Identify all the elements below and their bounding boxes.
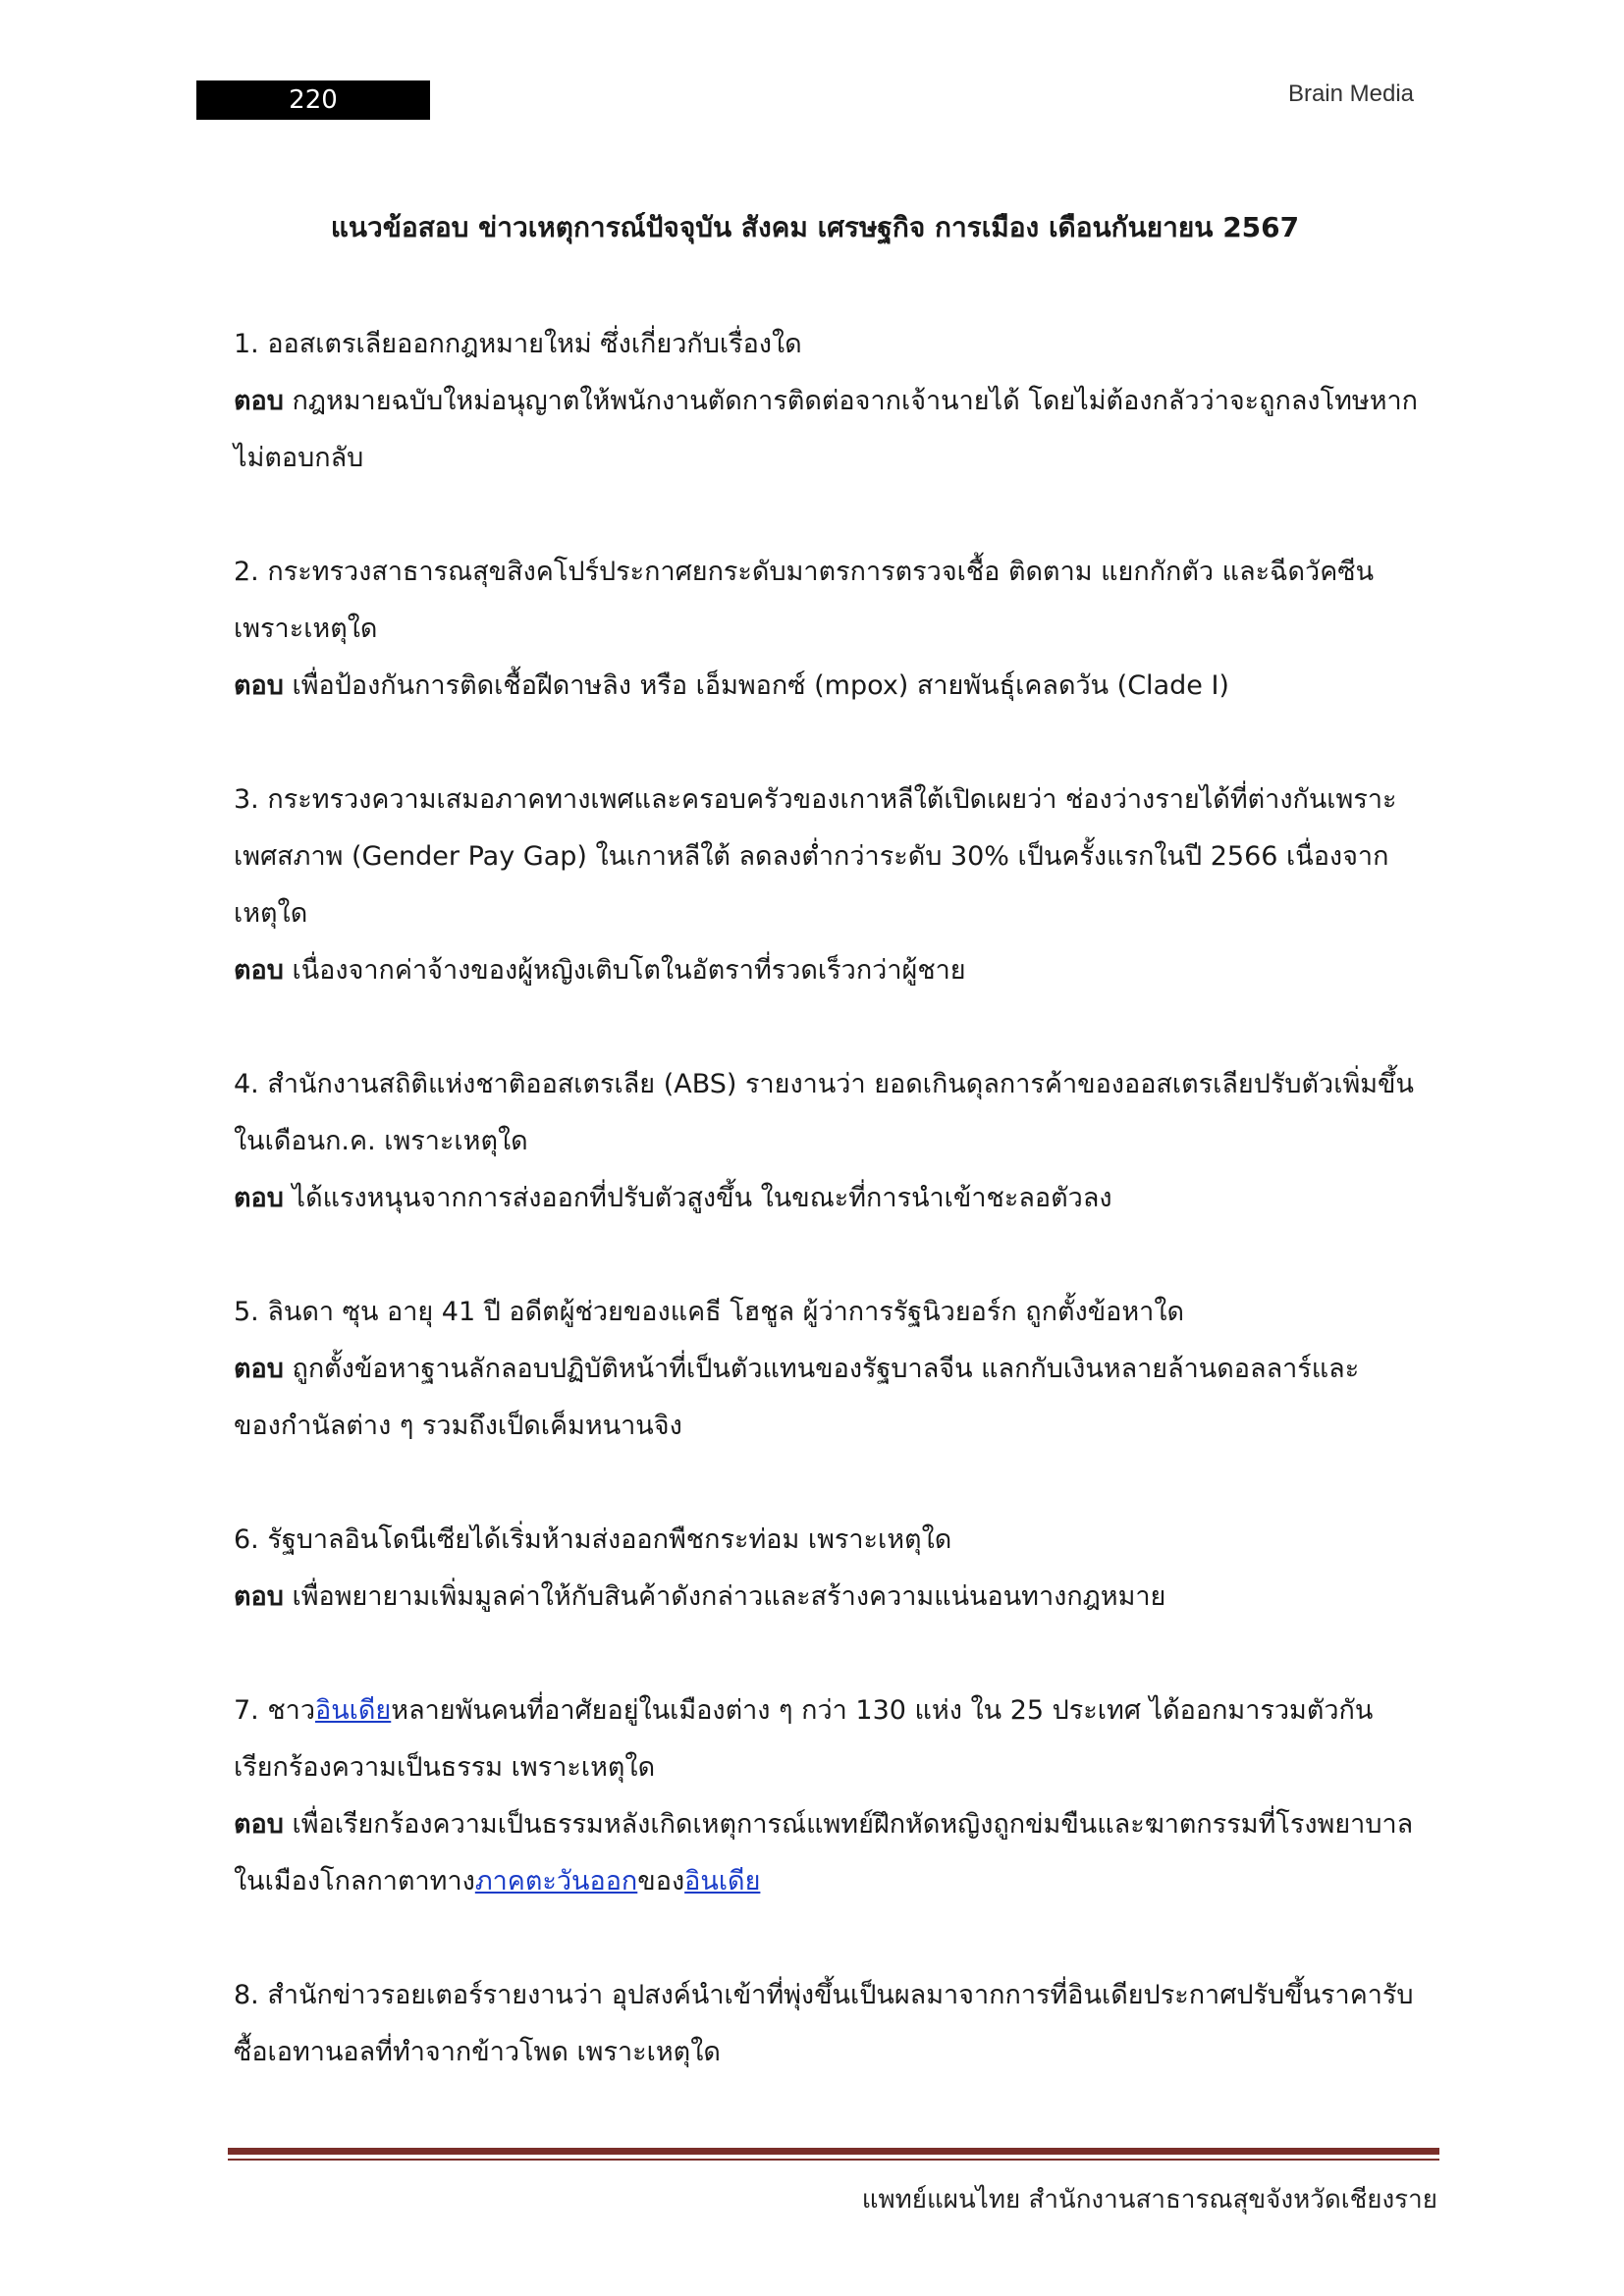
answer-label: ตอบ [234, 1581, 284, 1612]
question-line: ในเดือนก.ค. เพราะเหตุใด [234, 1126, 528, 1156]
page-number: 220 [289, 85, 338, 115]
question-line: 2. กระทรวงสาธารณสุขสิงคโปร์ประกาศยกระดับมาตรการตรวจเชื้อ ติดตาม แยกกักตัว และฉีดวัคซีน [234, 557, 1375, 587]
answer-label: ตอบ [234, 386, 284, 416]
qa-item-6 [234, 1512, 1434, 1626]
answer-text: เนื่องจากค่าจ้างของผู้หญิงเติบโตในอัตราที่รวดเร็วกว่าผู้ชาย [292, 955, 966, 986]
answer-line: ไม่ตอบกลับ [234, 443, 364, 473]
page-number-box [196, 80, 430, 120]
qa-item-7 [234, 1682, 1434, 1910]
answer-line [234, 942, 1434, 999]
question-line: เพศสภาพ (Gender Pay Gap) ในเกาหลีใต้ ลดลงต่ำกว่าระดับ 30% เป็นครั้งแรกในปี 2566 เนื่องจาก [234, 841, 1389, 872]
answer-label: ตอบ [234, 670, 284, 701]
qa-item-4 [234, 1056, 1434, 1227]
answer-line [234, 1569, 1434, 1626]
question-line: 6. รัฐบาลอินโดนีเซียได้เริ่มห้ามส่งออกพืชกระท่อม เพราะเหตุใด [234, 1524, 952, 1555]
footer-rule-thick [228, 2148, 1439, 2155]
question-line: 1. ออสเตรเลียออกกฎหมายใหม่ ซึ่งเกี่ยวกับเรื่องใด [234, 329, 802, 359]
qa-item-2 [234, 544, 1434, 715]
answer-label: ตอบ [234, 1183, 284, 1213]
answer-text: ได้แรงหนุนจากการส่งออกที่ปรับตัวสูงขึ้น ในขณะที่การนำเข้าชะลอตัวลง [292, 1183, 1112, 1213]
question-line: ซื้อเอทานอลที่ทำจากข้าวโพด เพราะเหตุใด [234, 2037, 721, 2067]
brand-name: Brain Media [1287, 80, 1414, 107]
link-india-2[interactable]: อินเดีย [684, 1866, 761, 1896]
question-line: 3. กระทรวงความเสมอภาคทางเพศและครอบครัวของเกาหลีใต้เปิดเผยว่า ช่องว่างรายได้ที่ต่างกันเพราะ [234, 784, 1397, 815]
answer-text: กฎหมายฉบับใหม่อนุญาตให้พนักงานตัดการติดต่อจากเจ้านายได้ โดยไม่ต้องกลัวว่าจะถูกลงโทษหาก [292, 386, 1419, 416]
answer-label: ตอบ [234, 1354, 284, 1384]
footer-rule-thin [228, 2159, 1439, 2161]
answer-line: ในเมืองโกลกาตาทางภาคตะวันออกของอินเดีย [234, 1866, 761, 1896]
answer-label: ตอบ [234, 1809, 284, 1840]
answer-line [234, 658, 1434, 715]
answer-text: ถูกตั้งข้อหาฐานลักลอบปฏิบัติหน้าที่เป็นตัวแทนของรัฐบาลจีน แลกกับเงินหลายล้านดอลลาร์และ [292, 1354, 1360, 1384]
qa-item-3 [234, 772, 1434, 999]
answer-text: เพื่อป้องกันการติดเชื้อฝีดาษลิง หรือ เอ็มพอกซ์ (mpox) สายพันธุ์เคลดวัน (Clade I) [292, 670, 1229, 701]
answer-line [234, 1170, 1434, 1227]
link-eastern-region[interactable]: ภาคตะวันออก [474, 1866, 638, 1896]
answer-text: เพื่อพยายามเพิ่มมูลค่าให้กับสินค้าดังกล่าวและสร้างความแน่นอนทางกฎหมาย [292, 1581, 1166, 1612]
answer-line [234, 373, 1434, 430]
question-line: 4. สำนักงานสถิติแห่งชาติออสเตรเลีย (ABS) รายงานว่า ยอดเกินดุลการค้าของออสเตรเลียปรับตัวเพิ่มขึ้น [234, 1069, 1414, 1099]
answer-line [234, 1341, 1434, 1398]
link-india[interactable]: อินเดีย [315, 1695, 392, 1726]
question-line: 7. ชาวอินเดียหลายพันคนที่อาศัยอยู่ในเมืองต่าง ๆ กว่า 130 แห่ง ใน 25 ประเทศ ได้ออกมารวมตัวกัน [234, 1695, 1374, 1726]
qa-item-1 [234, 316, 1434, 487]
answer-line: ของกำนัลต่าง ๆ รวมถึงเป็ดเค็มหนานจิง [234, 1411, 682, 1441]
document-title: แนวข้อสอบ ข่าวเหตุการณ์ปัจจุบัน สังคม เศรษฐกิจ การเมือง เดือนกันยายน 2567 [330, 211, 1300, 243]
qa-item-5 [234, 1284, 1434, 1455]
answer-line [234, 1796, 1434, 1853]
qa-item-8 [234, 1967, 1434, 2081]
question-line: 8. สำนักข่าวรอยเตอร์รายงานว่า อุปสงค์นำเข้าที่พุ่งขึ้นเป็นผลมาจากการที่อินเดียประกาศปรับขึ้นราคารับ [234, 1980, 1414, 2010]
question-line: เหตุใด [234, 898, 308, 929]
question-line: เพราะเหตุใด [234, 614, 378, 644]
question-line: 5. ลินดา ซุน อายุ 41 ปี อดีตผู้ช่วยของแคธี โฮชูล ผู้ว่าการรัฐนิวยอร์ก ถูกตั้งข้อหาใด [234, 1297, 1185, 1327]
question-list [234, 316, 1434, 2138]
answer-text: เพื่อเรียกร้องความเป็นธรรมหลังเกิดเหตุการณ์แพทย์ฝึกหัดหญิงถูกข่มขืนและฆาตกรรมที่โรงพยาบาล [292, 1809, 1414, 1840]
answer-label: ตอบ [234, 955, 284, 986]
question-line: เรียกร้องความเป็นธรรม เพราะเหตุใด [234, 1752, 656, 1783]
footer-text: แพทย์แผนไทย สำนักงานสาธารณสุขจังหวัดเชียงราย [861, 2185, 1437, 2215]
